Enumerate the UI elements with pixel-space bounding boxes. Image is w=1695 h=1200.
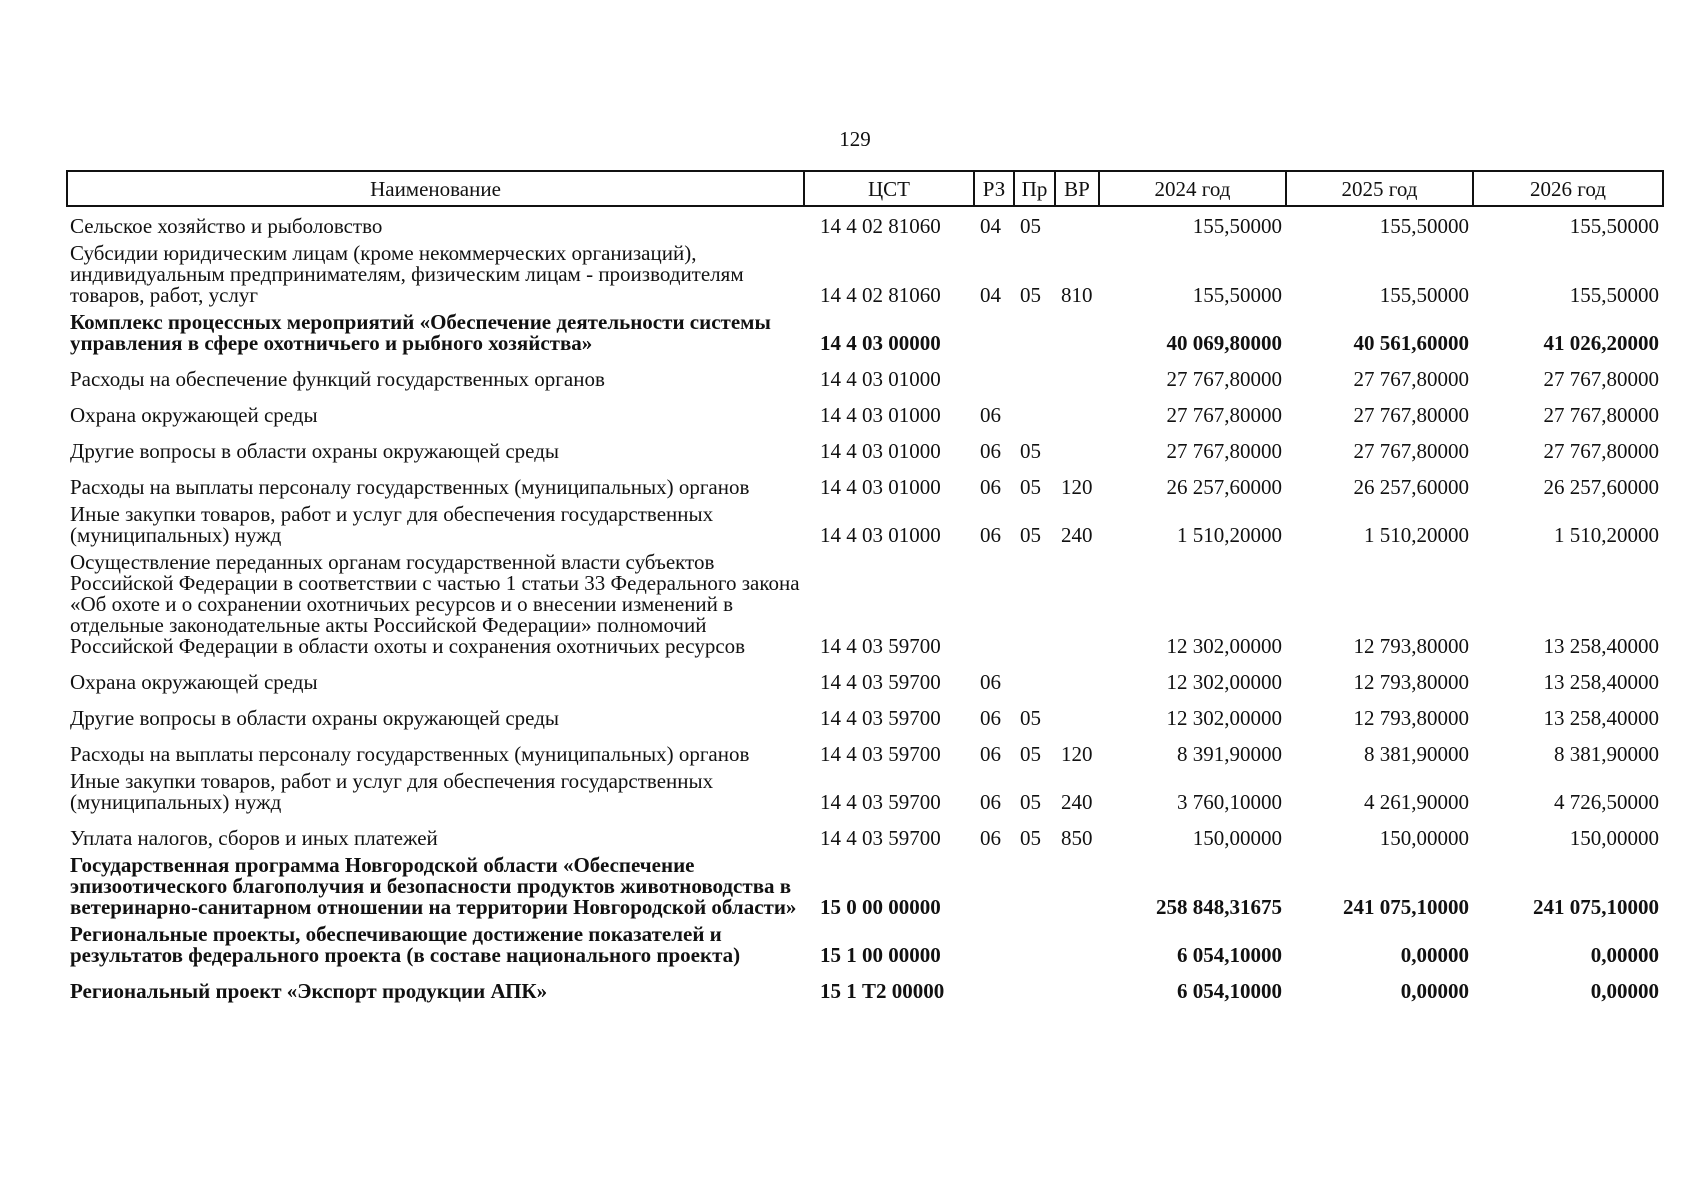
cell-y2026: 41 026,20000 [1543,331,1659,355]
cell-rz [974,306,1014,354]
cell-vr: 120 [1061,742,1093,766]
cell-cst: 14 4 03 59700 [820,826,941,850]
table-row [67,306,1663,354]
cell-rz: 04 [980,283,1001,307]
cell-y2024: 8 391,90000 [1177,742,1282,766]
cell-vr: 120 [1061,475,1093,499]
table-row [67,498,1663,546]
cell-vr: 810 [1061,283,1093,307]
cell-pr: 05 [1020,475,1041,499]
cell-name: Иные закупки товаров, работ и услуг для обеспечения государственных (муниципальных) нужд [70,769,714,814]
cell-y2025: 27 767,80000 [1353,403,1469,427]
cell-vr: 850 [1061,826,1093,850]
cell-rz: 06 [980,742,1001,766]
cell-rz: 06 [980,670,1001,694]
cell-y2024: 155,50000 [1192,283,1282,307]
table-row [67,426,1663,462]
cell-rz [974,966,1014,1002]
table-row [67,765,1663,813]
cell-pr [1014,546,1055,657]
cell-cst: 14 4 02 81060 [820,283,941,307]
cell-y2024: 6 054,10000 [1177,943,1282,967]
header-row [67,171,1663,206]
cell-y2024: 26 257,60000 [1166,475,1282,499]
cell-cst: 15 0 00 00000 [820,895,941,919]
cell-name: Другие вопросы в области охраны окружающей среды [70,439,559,463]
cell-y2024: 27 767,80000 [1166,439,1282,463]
cell-pr: 05 [1020,706,1041,730]
cell-cst: 14 4 03 59700 [820,706,941,730]
cell-cst: 14 4 03 00000 [820,331,941,355]
header-pr: Пр [1014,171,1055,206]
cell-cst: 14 4 03 01000 [820,439,941,463]
header-2025: 2025 год [1286,171,1473,206]
cell-vr: 240 [1061,523,1093,547]
table-header [67,171,1663,206]
cell-y2025: 40 561,60000 [1353,331,1469,355]
cell-y2025: 27 767,80000 [1353,439,1469,463]
cell-pr [1014,306,1055,354]
cell-cst: 14 4 03 59700 [820,790,941,814]
cell-name: Региональные проекты, обеспечивающие достижение показателей и результатов федерального проекта (в составе национального проекта) [70,922,741,967]
cell-cst: 15 1 Т2 00000 [820,979,945,1003]
cell-rz: 06 [980,790,1001,814]
table-row [67,729,1663,765]
table-row [67,206,1663,237]
cell-y2024: 27 767,80000 [1166,403,1282,427]
cell-y2026: 27 767,80000 [1543,367,1659,391]
cell-y2024: 3 760,10000 [1177,790,1282,814]
cell-y2025: 12 793,80000 [1353,634,1469,658]
cell-y2026: 241 075,10000 [1533,895,1659,919]
cell-rz: 06 [980,706,1001,730]
cell-y2026: 150,00000 [1569,826,1659,850]
cell-vr [1055,657,1099,693]
cell-pr: 05 [1020,826,1041,850]
cell-vr: 240 [1061,790,1093,814]
cell-pr [1014,918,1055,966]
cell-y2024: 155,50000 [1192,214,1282,238]
cell-y2024: 27 767,80000 [1166,367,1282,391]
table-row [67,462,1663,498]
cell-y2026: 13 258,40000 [1543,670,1659,694]
table-row [67,918,1663,966]
table-row [67,813,1663,849]
table-body [67,206,1663,1002]
cell-y2024: 12 302,00000 [1166,670,1282,694]
cell-name: Иные закупки товаров, работ и услуг для обеспечения государственных (муниципальных) нужд [70,502,714,547]
cell-vr [1055,426,1099,462]
cell-rz [974,354,1014,390]
cell-name: Уплата налогов, сборов и иных платежей [70,826,438,850]
cell-y2026: 0,00000 [1590,943,1659,967]
cell-y2025: 155,50000 [1379,214,1469,238]
cell-y2024: 12 302,00000 [1166,706,1282,730]
cell-rz [974,849,1014,918]
cell-y2025: 0,00000 [1400,943,1469,967]
cell-cst: 14 4 03 01000 [820,475,941,499]
cell-vr [1055,354,1099,390]
cell-pr: 05 [1020,790,1041,814]
cell-y2025: 0,00000 [1400,979,1469,1003]
cell-cst: 14 4 02 81060 [820,214,941,238]
cell-name: Охрана окружающей среды [70,403,318,427]
cell-rz: 06 [980,403,1001,427]
cell-y2026: 13 258,40000 [1543,706,1659,730]
cell-pr: 05 [1020,439,1041,463]
cell-pr [1014,849,1055,918]
header-name: Наименование [67,171,804,206]
cell-cst: 14 4 03 01000 [820,403,941,427]
page-number: 129 [839,127,871,151]
cell-y2025: 8 381,90000 [1364,742,1469,766]
cell-y2025: 12 793,80000 [1353,670,1469,694]
cell-pr [1014,390,1055,426]
cell-name: Субсидии юридическим лицам (кроме некоммерческих организаций), индивидуальным предпринимателям, физическим лицам - производителям товаров, работ, услуг [70,241,744,307]
cell-name: Охрана окружающей среды [70,670,318,694]
cell-cst: 14 4 03 59700 [820,742,941,766]
cell-rz: 06 [980,475,1001,499]
cell-y2026: 1 510,20000 [1554,523,1659,547]
cell-rz [974,546,1014,657]
cell-y2026: 13 258,40000 [1543,634,1659,658]
cell-pr [1014,354,1055,390]
cell-vr [1055,206,1099,237]
cell-pr [1014,966,1055,1002]
cell-cst: 14 4 03 59700 [820,670,941,694]
table-row [67,390,1663,426]
header-rz: РЗ [974,171,1014,206]
cell-name: Комплекс процессных мероприятий «Обеспечение деятельности системы управления в сфере охотничьего и рыбного хозяйства» [70,310,771,355]
cell-vr [1055,966,1099,1002]
cell-rz: 06 [980,439,1001,463]
cell-vr [1055,306,1099,354]
cell-name: Расходы на выплаты персоналу государственных (муниципальных) органов [70,475,750,499]
cell-vr [1055,693,1099,729]
cell-pr: 05 [1020,214,1041,238]
cell-cst: 14 4 03 01000 [820,523,941,547]
table-row [67,849,1663,918]
cell-name: Расходы на обеспечение функций государственных органов [70,367,605,391]
cell-cst: 14 4 03 59700 [820,634,941,658]
cell-y2025: 155,50000 [1379,283,1469,307]
cell-y2025: 241 075,10000 [1343,895,1469,919]
cell-vr [1055,918,1099,966]
cell-y2026: 27 767,80000 [1543,439,1659,463]
header-2024: 2024 год [1099,171,1286,206]
cell-vr [1055,546,1099,657]
cell-y2026: 27 767,80000 [1543,403,1659,427]
cell-y2026: 8 381,90000 [1554,742,1659,766]
cell-name: Другие вопросы в области охраны окружающей среды [70,706,559,730]
cell-name: Расходы на выплаты персоналу государственных (муниципальных) органов [70,742,750,766]
cell-pr: 05 [1020,523,1041,547]
cell-rz [974,918,1014,966]
cell-y2024: 6 054,10000 [1177,979,1282,1003]
cell-name: Осуществление переданных органам государственной власти субъектов Российской Федерации в соответствии с частью 1 статьи 33 Федерального закона «Об охоте и о сохранении охотничьих ресурсов и о внесении изменений в отдельные законодательные акты Российской Федерации» полномочий Российской Федерации в области охоты и сохранения охотничьих ресурсов [70,550,800,658]
cell-pr [1014,657,1055,693]
cell-y2024: 258 848,31675 [1156,895,1282,919]
cell-name: Сельское хозяйство и рыболовство [70,214,383,238]
cell-y2024: 12 302,00000 [1166,634,1282,658]
cell-pr: 05 [1020,742,1041,766]
table-row [67,966,1663,1002]
cell-y2025: 150,00000 [1379,826,1469,850]
cell-y2024: 150,00000 [1192,826,1282,850]
cell-y2026: 155,50000 [1569,214,1659,238]
cell-name: Государственная программа Новгородской области «Обеспечение эпизоотического благополучия и безопасности продуктов животноводства в ветеринарно-санитарном отношении на территории Новгородской области» [70,853,797,919]
cell-y2025: 27 767,80000 [1353,367,1469,391]
cell-y2026: 4 726,50000 [1554,790,1659,814]
cell-rz: 04 [980,214,1001,238]
cell-y2026: 26 257,60000 [1543,475,1659,499]
table-row [67,546,1663,657]
cell-cst: 14 4 03 01000 [820,367,941,391]
cell-y2025: 4 261,90000 [1364,790,1469,814]
cell-y2026: 155,50000 [1569,283,1659,307]
budget-table [66,170,1664,1002]
cell-cst: 15 1 00 00000 [820,943,941,967]
cell-rz: 06 [980,523,1001,547]
header-cst: ЦСТ [804,171,974,206]
table-row [67,657,1663,693]
header-2026: 2026 год [1473,171,1663,206]
cell-y2024: 1 510,20000 [1177,523,1282,547]
cell-y2025: 12 793,80000 [1353,706,1469,730]
table-row [67,693,1663,729]
table-row [67,237,1663,306]
table-row [67,354,1663,390]
cell-rz: 06 [980,826,1001,850]
cell-y2024: 40 069,80000 [1166,331,1282,355]
header-vr: ВР [1055,171,1099,206]
cell-vr [1055,849,1099,918]
cell-vr [1055,390,1099,426]
cell-y2025: 1 510,20000 [1364,523,1469,547]
cell-name: Региональный проект «Экспорт продукции АПК» [70,979,548,1003]
cell-y2026: 0,00000 [1590,979,1659,1003]
cell-pr: 05 [1020,283,1041,307]
cell-y2025: 26 257,60000 [1353,475,1469,499]
